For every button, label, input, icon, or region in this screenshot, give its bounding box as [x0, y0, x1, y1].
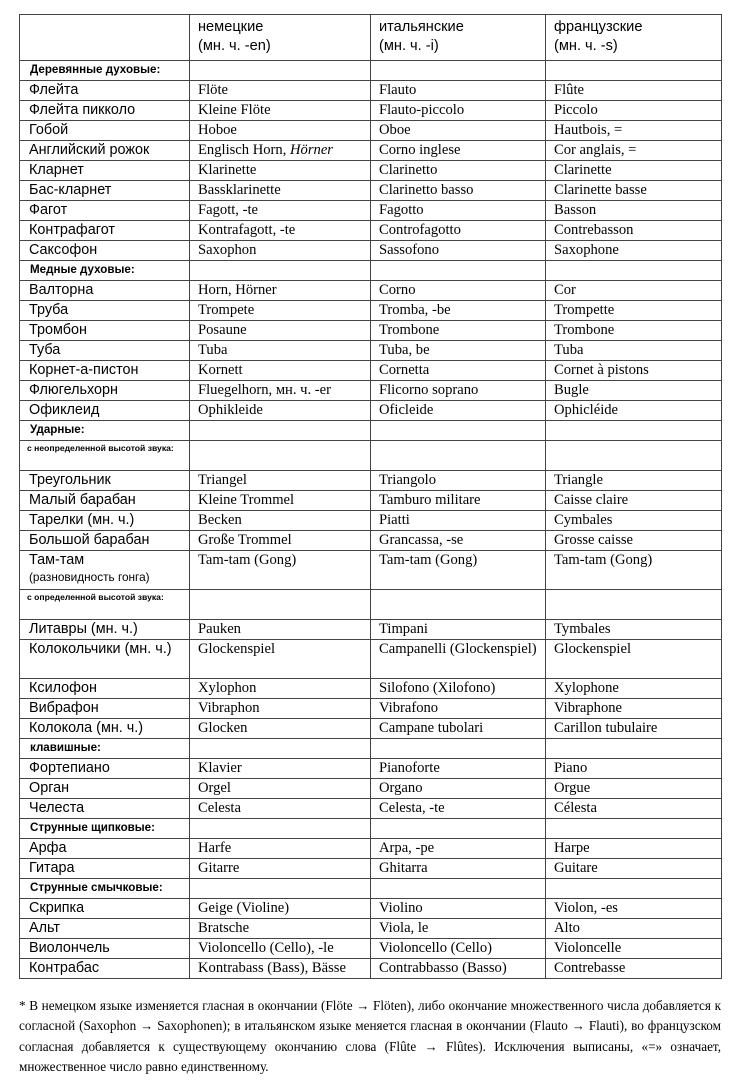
empty-cell — [190, 819, 371, 839]
italian-name-cell: Piatti — [371, 511, 546, 531]
russian-name-cell: Альт — [20, 919, 190, 939]
section-row — [20, 61, 722, 81]
russian-name-cell: Колокольчики (мн. ч.) — [20, 640, 190, 679]
german-name-cell — [190, 141, 371, 161]
german-name-cell: Fagott, -te — [190, 201, 371, 221]
french-name-cell: Piccolo — [546, 101, 722, 121]
german-name-cell: Bratsche — [190, 919, 371, 939]
german-name-cell: Kleine Flöte — [190, 101, 371, 121]
empty-cell — [371, 819, 546, 839]
russian-name-cell: Офиклеид — [20, 401, 190, 421]
empty-cell — [371, 590, 546, 620]
header-french-title: французские — [554, 19, 643, 35]
french-name-cell: Clarinette — [546, 161, 722, 181]
french-name-cell: Grosse caisse — [546, 531, 722, 551]
german-name-cell: Kleine Trommel — [190, 491, 371, 511]
section-row — [20, 739, 722, 759]
table-row — [20, 779, 722, 799]
italian-name-cell: Violino — [371, 899, 546, 919]
italian-name-cell: Cornetta — [371, 361, 546, 381]
italian-name-cell: Silofono (Xilofono) — [371, 679, 546, 699]
russian-name-cell: Вибрафон — [20, 699, 190, 719]
german-name-cell: Orgel — [190, 779, 371, 799]
header-italian-plural: (мн. ч. -i) — [379, 38, 439, 54]
italian-name-cell: Grancassa, -se — [371, 531, 546, 551]
german-name-cell: Pauken — [190, 620, 371, 640]
italian-name-cell: Pianoforte — [371, 759, 546, 779]
table-row — [20, 859, 722, 879]
table-row — [20, 201, 722, 221]
russian-name-cell: Кларнет — [20, 161, 190, 181]
table-body — [20, 15, 722, 979]
empty-cell — [546, 261, 722, 281]
russian-name-cell: Ксилофон — [20, 679, 190, 699]
french-name-cell: Tuba — [546, 341, 722, 361]
french-name-cell: Alto — [546, 919, 722, 939]
french-name-cell: Flûte — [546, 81, 722, 101]
russian-name-cell: Контрабас — [20, 959, 190, 979]
empty-cell — [546, 590, 722, 620]
french-name-cell: Guitare — [546, 859, 722, 879]
german-name-cell: Kontrabass (Bass), Bässe — [190, 959, 371, 979]
table-row — [20, 491, 722, 511]
header-french — [546, 15, 722, 61]
table-row — [20, 839, 722, 859]
german-name-cell: Glocken — [190, 719, 371, 739]
empty-cell — [190, 590, 371, 620]
table-row — [20, 341, 722, 361]
table-row — [20, 959, 722, 979]
empty-cell — [546, 441, 722, 471]
german-name-cell: Tam-tam (Gong) — [190, 551, 371, 590]
french-name-cell: Violon, -es — [546, 899, 722, 919]
french-name-cell: Ophicléide — [546, 401, 722, 421]
instrument-names-table — [19, 14, 722, 979]
section-title: Струнные смычковые: — [20, 879, 190, 899]
empty-cell — [371, 261, 546, 281]
russian-name-cell: Флейта пикколо — [20, 101, 190, 121]
italian-name-cell: Trombone — [371, 321, 546, 341]
empty-cell — [190, 61, 371, 81]
german-name-cell: Xylophon — [190, 679, 371, 699]
italian-name-cell: Controfagotto — [371, 221, 546, 241]
section-row — [20, 421, 722, 441]
header-german — [190, 15, 371, 61]
russian-name-cell: Валторна — [20, 281, 190, 301]
german-plural-italic: Hörner — [290, 142, 333, 158]
russian-name-cell: Арфа — [20, 839, 190, 859]
italian-name-cell: Campanelli (Glockenspiel) — [371, 640, 546, 679]
russian-name-cell: Английский рожок — [20, 141, 190, 161]
italian-name-cell: Triangolo — [371, 471, 546, 491]
german-name-cell: Horn, Hörner — [190, 281, 371, 301]
french-name-cell: Violoncelle — [546, 939, 722, 959]
french-name-cell: Carillon tubulaire — [546, 719, 722, 739]
russian-name-cell: Орган — [20, 779, 190, 799]
french-name-cell: Cor — [546, 281, 722, 301]
table-row — [20, 241, 722, 261]
section-row — [20, 261, 722, 281]
italian-name-cell: Oficleide — [371, 401, 546, 421]
section-row — [20, 819, 722, 839]
italian-name-cell: Clarinetto basso — [371, 181, 546, 201]
german-name-cell: Vibraphon — [190, 699, 371, 719]
table-row — [20, 939, 722, 959]
german-name-cell: Bassklarinette — [190, 181, 371, 201]
german-name-cell: Hoboe — [190, 121, 371, 141]
russian-name-cell: Малый барабан — [20, 491, 190, 511]
german-name-cell: Triangel — [190, 471, 371, 491]
table-row — [20, 679, 722, 699]
empty-cell — [190, 739, 371, 759]
header-empty-cell — [20, 15, 190, 61]
russian-name-cell: Челеста — [20, 799, 190, 819]
table-row — [20, 551, 722, 590]
table-header-row — [20, 15, 722, 61]
russian-name-note: (разновидность гонга) — [29, 570, 150, 584]
russian-name-cell: Колокола (мн. ч.) — [20, 719, 190, 739]
section-row — [20, 879, 722, 899]
german-name-cell: Kontrafagott, -te — [190, 221, 371, 241]
german-name-cell: Kornett — [190, 361, 371, 381]
empty-cell — [546, 739, 722, 759]
empty-cell — [546, 61, 722, 81]
table-row — [20, 101, 722, 121]
empty-cell — [190, 879, 371, 899]
subsection-title: с неопределенной высотой звука: — [20, 441, 190, 471]
empty-cell — [190, 421, 371, 441]
russian-name-cell: Гобой — [20, 121, 190, 141]
italian-name-cell: Fagotto — [371, 201, 546, 221]
russian-name-cell: Большой барабан — [20, 531, 190, 551]
french-name-cell: Xylophone — [546, 679, 722, 699]
italian-name-cell: Campane tubolari — [371, 719, 546, 739]
table-row — [20, 699, 722, 719]
french-name-cell: Cornet à pistons — [546, 361, 722, 381]
german-name-cell: Becken — [190, 511, 371, 531]
empty-cell — [371, 879, 546, 899]
french-name-cell: Vibraphone — [546, 699, 722, 719]
italian-name-cell: Flicorno soprano — [371, 381, 546, 401]
table-row — [20, 381, 722, 401]
table-row — [20, 361, 722, 381]
table-row — [20, 640, 722, 679]
header-french-plural: (мн. ч. -s) — [554, 38, 618, 54]
french-name-cell: Saxophone — [546, 241, 722, 261]
table-row — [20, 799, 722, 819]
german-name-cell: Celesta — [190, 799, 371, 819]
empty-cell — [546, 879, 722, 899]
section-title: Струнные щипковые: — [20, 819, 190, 839]
table-row — [20, 471, 722, 491]
german-name-cell: Posaune — [190, 321, 371, 341]
french-name-cell: Bugle — [546, 381, 722, 401]
table-row — [20, 181, 722, 201]
french-name-cell: Cor anglais, = — [546, 141, 722, 161]
subsection-row — [20, 590, 722, 620]
italian-name-cell: Oboe — [371, 121, 546, 141]
subsection-title: с определенной высотой звука: — [20, 590, 190, 620]
french-name-cell: Glockenspiel — [546, 640, 722, 679]
russian-name-cell: Гитара — [20, 859, 190, 879]
italian-name-cell: Ghitarra — [371, 859, 546, 879]
russian-name-cell: Труба — [20, 301, 190, 321]
russian-name-cell: Тарелки (мн. ч.) — [20, 511, 190, 531]
table-row — [20, 281, 722, 301]
russian-name-cell: Корнет-а-пистон — [20, 361, 190, 381]
german-name-cell: Klavier — [190, 759, 371, 779]
italian-name-cell: Viola, le — [371, 919, 546, 939]
table-row — [20, 301, 722, 321]
french-name-cell: Orgue — [546, 779, 722, 799]
italian-name-cell: Contrabbasso (Basso) — [371, 959, 546, 979]
russian-name-cell: Фагот — [20, 201, 190, 221]
italian-name-cell: Vibrafono — [371, 699, 546, 719]
russian-name-cell: Скрипка — [20, 899, 190, 919]
french-name-cell: Cymbales — [546, 511, 722, 531]
french-name-cell: Trompette — [546, 301, 722, 321]
russian-name-cell: Флейта — [20, 81, 190, 101]
italian-name-cell: Flauto — [371, 81, 546, 101]
italian-name-cell: Violoncello (Cello) — [371, 939, 546, 959]
russian-name: Там-там — [29, 552, 85, 568]
french-name-cell: Clarinette basse — [546, 181, 722, 201]
german-name-cell: Glockenspiel — [190, 640, 371, 679]
german-name-cell: Fluegelhorn, мн. ч. -er — [190, 381, 371, 401]
italian-name-cell: Tromba, -be — [371, 301, 546, 321]
header-german-title: немецкие — [198, 19, 264, 35]
table-row — [20, 759, 722, 779]
italian-name-cell: Tamburo militare — [371, 491, 546, 511]
header-german-plural: (мн. ч. -en) — [198, 38, 271, 54]
french-name-cell: Contrebasse — [546, 959, 722, 979]
italian-name-cell: Sassofono — [371, 241, 546, 261]
table-row — [20, 221, 722, 241]
russian-name-cell: Литавры (мн. ч.) — [20, 620, 190, 640]
empty-cell — [546, 819, 722, 839]
russian-name-cell: Виолончель — [20, 939, 190, 959]
german-name-cell: Große Trommel — [190, 531, 371, 551]
table-row — [20, 919, 722, 939]
header-italian — [371, 15, 546, 61]
german-name: Englisch Horn, — [198, 142, 291, 158]
section-title: Медные духовые: — [20, 261, 190, 281]
german-name-cell: Flöte — [190, 81, 371, 101]
german-name-cell: Tuba — [190, 341, 371, 361]
german-name-cell: Geige (Violine) — [190, 899, 371, 919]
german-name-cell: Trompete — [190, 301, 371, 321]
table-row — [20, 141, 722, 161]
table-row — [20, 161, 722, 181]
german-name-cell: Klarinette — [190, 161, 371, 181]
section-title: Ударные: — [20, 421, 190, 441]
table-row — [20, 121, 722, 141]
german-name-cell: Harfe — [190, 839, 371, 859]
french-name-cell: Célesta — [546, 799, 722, 819]
empty-cell — [190, 261, 371, 281]
russian-name-cell: Тромбон — [20, 321, 190, 341]
french-name-cell: Tam-tam (Gong) — [546, 551, 722, 590]
russian-name-cell: Контрафагот — [20, 221, 190, 241]
french-name-cell: Hautbois, = — [546, 121, 722, 141]
table-row — [20, 899, 722, 919]
table-row — [20, 321, 722, 341]
russian-name-cell: Флюгельхорн — [20, 381, 190, 401]
russian-name-cell: Саксофон — [20, 241, 190, 261]
header-italian-title: итальянские — [379, 19, 464, 35]
german-name-cell: Ophikleide — [190, 401, 371, 421]
italian-name-cell: Flauto-piccolo — [371, 101, 546, 121]
table-row — [20, 620, 722, 640]
russian-name-cell: Фортепиано — [20, 759, 190, 779]
french-name-cell: Tymbales — [546, 620, 722, 640]
empty-cell — [546, 421, 722, 441]
french-name-cell: Basson — [546, 201, 722, 221]
empty-cell — [371, 61, 546, 81]
italian-name-cell: Celesta, -te — [371, 799, 546, 819]
empty-cell — [371, 421, 546, 441]
french-name-cell: Triangle — [546, 471, 722, 491]
russian-name-cell: Треугольник — [20, 471, 190, 491]
french-name-cell: Contrebasson — [546, 221, 722, 241]
table-row — [20, 531, 722, 551]
table-row — [20, 719, 722, 739]
subsection-row — [20, 441, 722, 471]
french-name-cell: Trombone — [546, 321, 722, 341]
german-name-cell: Gitarre — [190, 859, 371, 879]
russian-name-cell: Бас-кларнет — [20, 181, 190, 201]
french-name-cell: Harpe — [546, 839, 722, 859]
italian-name-cell: Arpa, -pe — [371, 839, 546, 859]
empty-cell — [190, 441, 371, 471]
russian-name-cell — [20, 551, 190, 590]
table-row — [20, 81, 722, 101]
italian-name-cell: Clarinetto — [371, 161, 546, 181]
footnote: * В немецком языке изменяется гласная в окончании (Flöte → Flöten), либо окончание множественного числа добавляется к согласной (Saxophon → Saxophonen); в итальянском языке меняется гласная в окончании (Flauto → Flauti), во французском согласная добавляется к существующему окончанию слова (Flûte → Flûtes). Исключения выписаны, «=» означает, множественное число равно единственному. — [19, 998, 721, 1075]
empty-cell — [371, 739, 546, 759]
french-name-cell: Caisse claire — [546, 491, 722, 511]
french-name-cell: Piano — [546, 759, 722, 779]
italian-name-cell: Tam-tam (Gong) — [371, 551, 546, 590]
italian-name-cell: Organo — [371, 779, 546, 799]
section-title: Деревянные духовые: — [20, 61, 190, 81]
table-row — [20, 401, 722, 421]
table-row — [20, 511, 722, 531]
empty-cell — [371, 441, 546, 471]
italian-name-cell: Timpani — [371, 620, 546, 640]
russian-name-cell: Туба — [20, 341, 190, 361]
italian-name-cell: Corno — [371, 281, 546, 301]
german-name-cell: Saxophon — [190, 241, 371, 261]
german-name-cell: Violoncello (Cello), -le — [190, 939, 371, 959]
section-title: клавишные: — [20, 739, 190, 759]
italian-name-cell: Corno inglese — [371, 141, 546, 161]
italian-name-cell: Tuba, be — [371, 341, 546, 361]
